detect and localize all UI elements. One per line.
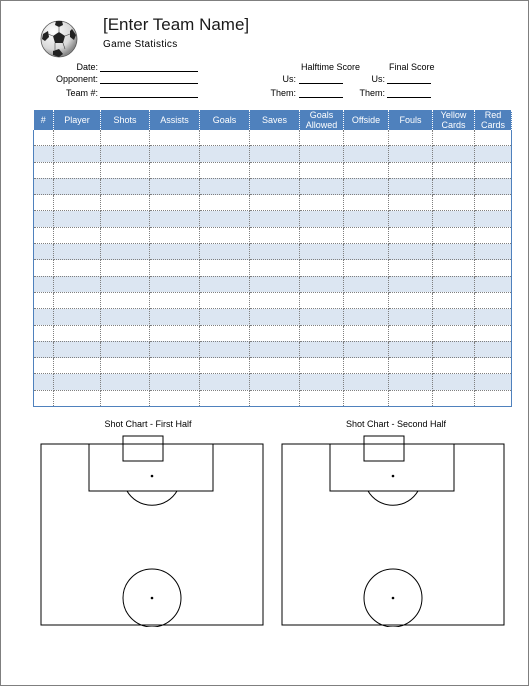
table-cell[interactable] <box>101 374 150 390</box>
shot-chart-first-half-title: Shot Chart - First Half <box>104 419 192 429</box>
table-cell[interactable] <box>389 211 433 227</box>
table-cell[interactable] <box>433 341 475 357</box>
table-row <box>34 341 512 357</box>
table-cell[interactable] <box>54 390 101 406</box>
table-cell[interactable] <box>150 390 200 406</box>
halftime-them-label: Them: <box>270 88 296 98</box>
date-field[interactable] <box>100 71 198 72</box>
table-cell[interactable] <box>433 260 475 276</box>
table-cell[interactable] <box>389 178 433 194</box>
table-cell[interactable] <box>250 227 300 243</box>
table-cell[interactable] <box>389 146 433 162</box>
table-cell[interactable] <box>433 292 475 308</box>
table-cell[interactable] <box>150 260 200 276</box>
shot-chart-first-half-field[interactable] <box>39 435 265 627</box>
column-header: Saves <box>250 110 300 130</box>
table-cell[interactable] <box>200 162 250 178</box>
table-cell[interactable] <box>101 309 150 325</box>
table-cell[interactable] <box>101 162 150 178</box>
table-cell[interactable] <box>101 325 150 341</box>
table-cell[interactable] <box>475 292 512 308</box>
table-cell[interactable] <box>150 227 200 243</box>
soccer-ball-icon <box>39 19 79 59</box>
table-cell[interactable] <box>433 195 475 211</box>
table-cell[interactable] <box>344 227 389 243</box>
table-cell[interactable] <box>250 292 300 308</box>
table-cell[interactable] <box>200 374 250 390</box>
table-cell[interactable] <box>34 130 54 146</box>
table-cell[interactable] <box>250 130 300 146</box>
table-cell[interactable] <box>475 309 512 325</box>
table-row <box>34 358 512 374</box>
table-cell[interactable] <box>300 292 344 308</box>
table-cell[interactable] <box>433 374 475 390</box>
table-cell[interactable] <box>475 195 512 211</box>
table-cell[interactable] <box>200 178 250 194</box>
table-cell[interactable] <box>300 244 344 260</box>
halftime-us-field[interactable] <box>299 83 343 84</box>
final-them-field[interactable] <box>387 97 431 98</box>
date-label: Date: <box>76 62 98 72</box>
table-cell[interactable] <box>433 244 475 260</box>
table-cell[interactable] <box>389 130 433 146</box>
table-cell[interactable] <box>54 260 101 276</box>
table-cell[interactable] <box>300 276 344 292</box>
column-header: Fouls <box>389 110 433 130</box>
table-cell[interactable] <box>475 358 512 374</box>
column-header: Assists <box>150 110 200 130</box>
column-header: Offside <box>344 110 389 130</box>
table-cell[interactable] <box>200 211 250 227</box>
table-cell[interactable] <box>300 227 344 243</box>
table-cell[interactable] <box>150 244 200 260</box>
table-cell[interactable] <box>101 276 150 292</box>
table-cell[interactable] <box>34 162 54 178</box>
table-cell[interactable] <box>344 374 389 390</box>
column-header: Shots <box>101 110 150 130</box>
table-cell[interactable] <box>200 390 250 406</box>
table-cell[interactable] <box>54 130 101 146</box>
table-cell[interactable] <box>101 244 150 260</box>
table-cell[interactable] <box>433 309 475 325</box>
table-cell[interactable] <box>250 178 300 194</box>
table-cell[interactable] <box>344 211 389 227</box>
table-cell[interactable] <box>54 341 101 357</box>
table-cell[interactable] <box>101 130 150 146</box>
table-row <box>34 178 512 194</box>
final-us-field[interactable] <box>387 83 431 84</box>
table-cell[interactable] <box>200 146 250 162</box>
table-cell[interactable] <box>34 195 54 211</box>
table-cell[interactable] <box>389 325 433 341</box>
table-cell[interactable] <box>300 341 344 357</box>
table-cell[interactable] <box>475 211 512 227</box>
table-cell[interactable] <box>389 227 433 243</box>
table-cell[interactable] <box>389 374 433 390</box>
table-cell[interactable] <box>433 146 475 162</box>
table-cell[interactable] <box>475 390 512 406</box>
halftime-us-label: Us: <box>282 74 296 84</box>
table-cell[interactable] <box>475 178 512 194</box>
table-cell[interactable] <box>54 162 101 178</box>
table-cell[interactable] <box>34 309 54 325</box>
table-cell[interactable] <box>200 309 250 325</box>
table-cell[interactable] <box>101 341 150 357</box>
table-cell[interactable] <box>475 260 512 276</box>
table-cell[interactable] <box>389 244 433 260</box>
table-row <box>34 146 512 162</box>
table-cell[interactable] <box>344 195 389 211</box>
table-cell[interactable] <box>389 162 433 178</box>
table-cell[interactable] <box>54 292 101 308</box>
table-cell[interactable] <box>34 390 54 406</box>
table-cell[interactable] <box>34 325 54 341</box>
table-cell[interactable] <box>344 178 389 194</box>
table-cell[interactable] <box>475 162 512 178</box>
table-cell[interactable] <box>150 341 200 357</box>
table-row <box>34 260 512 276</box>
team-number-field[interactable] <box>100 97 198 98</box>
table-cell[interactable] <box>54 178 101 194</box>
table-cell[interactable] <box>200 325 250 341</box>
opponent-label: Opponent: <box>55 74 98 84</box>
table-row <box>34 309 512 325</box>
table-cell[interactable] <box>101 358 150 374</box>
table-cell[interactable] <box>344 276 389 292</box>
table-cell[interactable] <box>475 276 512 292</box>
table-cell[interactable] <box>433 358 475 374</box>
column-header: Red Cards <box>475 110 512 130</box>
table-row <box>34 390 512 406</box>
table-row <box>34 374 512 390</box>
table-cell[interactable] <box>344 162 389 178</box>
table-cell[interactable] <box>250 358 300 374</box>
halftime-score-title: Halftime Score <box>301 62 361 72</box>
table-cell[interactable] <box>344 130 389 146</box>
shot-chart-second-half-field[interactable] <box>280 435 506 627</box>
table-cell[interactable] <box>150 374 200 390</box>
table-cell[interactable] <box>250 146 300 162</box>
table-cell[interactable] <box>200 292 250 308</box>
table-cell[interactable] <box>250 276 300 292</box>
table-cell[interactable] <box>200 341 250 357</box>
table-cell[interactable] <box>150 211 200 227</box>
table-cell[interactable] <box>200 358 250 374</box>
table-cell[interactable] <box>344 309 389 325</box>
table-cell[interactable] <box>150 309 200 325</box>
table-cell[interactable] <box>475 244 512 260</box>
table-cell[interactable] <box>101 390 150 406</box>
table-cell[interactable] <box>200 244 250 260</box>
table-cell[interactable] <box>150 325 200 341</box>
table-cell[interactable] <box>34 260 54 276</box>
table-cell[interactable] <box>150 292 200 308</box>
table-row <box>34 325 512 341</box>
table-cell[interactable] <box>250 260 300 276</box>
table-body <box>34 130 512 407</box>
table-cell[interactable] <box>101 227 150 243</box>
table-cell[interactable] <box>54 244 101 260</box>
team-number-label: Team #: <box>65 88 98 98</box>
table-cell[interactable] <box>250 390 300 406</box>
table-cell[interactable] <box>101 178 150 194</box>
table-cell[interactable] <box>300 325 344 341</box>
table-cell[interactable] <box>433 276 475 292</box>
table-cell[interactable] <box>150 276 200 292</box>
table-cell[interactable] <box>300 195 344 211</box>
table-cell[interactable] <box>300 211 344 227</box>
table-cell[interactable] <box>300 162 344 178</box>
table-cell[interactable] <box>150 146 200 162</box>
table-cell[interactable] <box>34 374 54 390</box>
table-cell[interactable] <box>300 309 344 325</box>
table-cell[interactable] <box>101 146 150 162</box>
table-header-row <box>34 110 512 130</box>
table-row <box>34 195 512 211</box>
table-cell[interactable] <box>34 244 54 260</box>
table-cell[interactable] <box>34 211 54 227</box>
table-row <box>34 211 512 227</box>
stats-table <box>33 110 512 407</box>
table-cell[interactable] <box>150 358 200 374</box>
table-cell[interactable] <box>389 292 433 308</box>
table-cell[interactable] <box>200 227 250 243</box>
page-subtitle: Game Statistics <box>103 39 178 50</box>
table-cell[interactable] <box>54 374 101 390</box>
table-cell[interactable] <box>54 358 101 374</box>
table-cell[interactable] <box>433 227 475 243</box>
table-cell[interactable] <box>433 178 475 194</box>
column-header: Goals <box>200 110 250 130</box>
table-cell[interactable] <box>101 292 150 308</box>
table-row <box>34 276 512 292</box>
table-cell[interactable] <box>200 130 250 146</box>
table-cell[interactable] <box>389 358 433 374</box>
table-cell[interactable] <box>200 260 250 276</box>
table-cell[interactable] <box>433 390 475 406</box>
table-cell[interactable] <box>300 178 344 194</box>
table-cell[interactable] <box>475 130 512 146</box>
halftime-them-field[interactable] <box>299 97 343 98</box>
table-cell[interactable] <box>34 292 54 308</box>
table-cell[interactable] <box>433 162 475 178</box>
table-cell[interactable] <box>250 211 300 227</box>
table-cell[interactable] <box>344 390 389 406</box>
team-name-title[interactable]: [Enter Team Name] <box>103 15 250 34</box>
table-cell[interactable] <box>250 162 300 178</box>
table-cell[interactable] <box>389 390 433 406</box>
table-cell[interactable] <box>475 325 512 341</box>
table-row <box>34 244 512 260</box>
column-header: Goals Allowed <box>300 110 344 130</box>
table-cell[interactable] <box>150 178 200 194</box>
final-us-label: Us: <box>371 74 385 84</box>
column-header: Yellow Cards <box>433 110 475 130</box>
table-cell[interactable] <box>300 260 344 276</box>
table-cell[interactable] <box>54 211 101 227</box>
table-cell[interactable] <box>150 130 200 146</box>
table-cell[interactable] <box>344 244 389 260</box>
table-cell[interactable] <box>300 390 344 406</box>
table-cell[interactable] <box>475 146 512 162</box>
table-cell[interactable] <box>150 162 200 178</box>
table-cell[interactable] <box>300 130 344 146</box>
table-cell[interactable] <box>300 374 344 390</box>
table-cell[interactable] <box>250 341 300 357</box>
table-cell[interactable] <box>389 260 433 276</box>
table-cell[interactable] <box>250 195 300 211</box>
column-header: # <box>34 110 54 130</box>
table-cell[interactable] <box>344 146 389 162</box>
table-cell[interactable] <box>250 309 300 325</box>
table-row <box>34 162 512 178</box>
table-cell[interactable] <box>344 325 389 341</box>
table-cell[interactable] <box>475 341 512 357</box>
table-cell[interactable] <box>54 276 101 292</box>
column-header: Player <box>54 110 101 130</box>
table-cell[interactable] <box>389 195 433 211</box>
table-cell[interactable] <box>433 211 475 227</box>
table-cell[interactable] <box>54 146 101 162</box>
table-cell[interactable] <box>34 341 54 357</box>
shot-chart-second-half-title: Shot Chart - Second Half <box>345 419 447 429</box>
table-row <box>34 130 512 146</box>
table-cell[interactable] <box>200 276 250 292</box>
table-cell[interactable] <box>300 358 344 374</box>
table-cell[interactable] <box>34 178 54 194</box>
table-cell[interactable] <box>344 358 389 374</box>
table-cell[interactable] <box>389 276 433 292</box>
table-cell[interactable] <box>389 309 433 325</box>
table-cell[interactable] <box>250 325 300 341</box>
table-cell[interactable] <box>250 374 300 390</box>
table-cell[interactable] <box>475 227 512 243</box>
table-cell[interactable] <box>150 195 200 211</box>
table-cell[interactable] <box>34 227 54 243</box>
table-cell[interactable] <box>433 130 475 146</box>
table-cell[interactable] <box>344 260 389 276</box>
table-cell[interactable] <box>101 211 150 227</box>
table-cell[interactable] <box>54 227 101 243</box>
table-cell[interactable] <box>34 358 54 374</box>
table-cell[interactable] <box>101 260 150 276</box>
table-cell[interactable] <box>54 195 101 211</box>
final-them-label: Them: <box>359 88 385 98</box>
table-row <box>34 292 512 308</box>
table-cell[interactable] <box>475 374 512 390</box>
table-row <box>34 227 512 243</box>
table-cell[interactable] <box>34 276 54 292</box>
table-cell[interactable] <box>250 244 300 260</box>
table-cell[interactable] <box>344 292 389 308</box>
table-cell[interactable] <box>344 341 389 357</box>
table-cell[interactable] <box>101 195 150 211</box>
table-cell[interactable] <box>300 146 344 162</box>
table-cell[interactable] <box>389 341 433 357</box>
opponent-field[interactable] <box>100 83 198 84</box>
table-cell[interactable] <box>433 325 475 341</box>
table-cell[interactable] <box>200 195 250 211</box>
final-score-title: Final Score <box>389 62 435 72</box>
table-cell[interactable] <box>54 309 101 325</box>
table-cell[interactable] <box>34 146 54 162</box>
table-cell[interactable] <box>54 325 101 341</box>
